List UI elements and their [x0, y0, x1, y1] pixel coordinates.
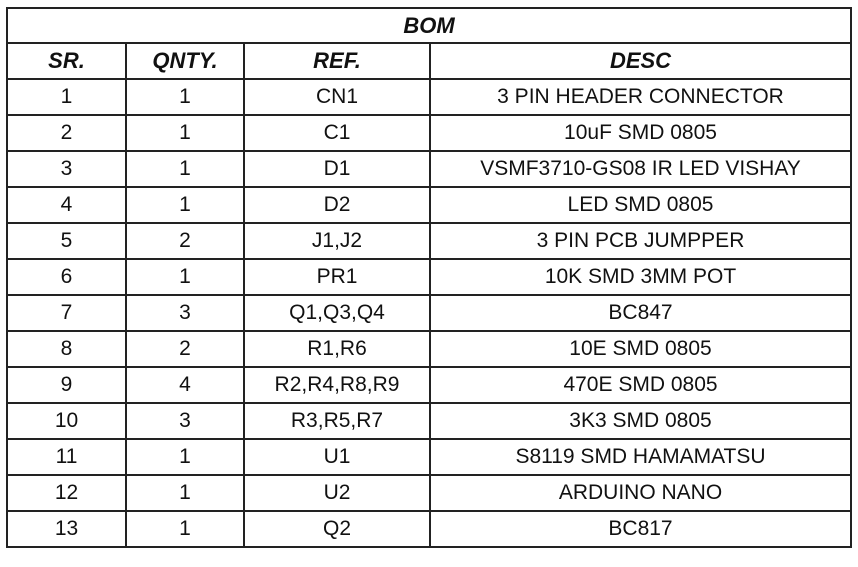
cell-sr: 7: [7, 295, 126, 331]
cell-ref: Q1,Q3,Q4: [244, 295, 430, 331]
cell-ref: R2,R4,R8,R9: [244, 367, 430, 403]
header-desc: DESC: [430, 43, 851, 79]
cell-qnty: 1: [126, 511, 244, 547]
table-row: [7, 259, 851, 295]
cell-desc: 10E SMD 0805: [430, 331, 851, 367]
cell-ref: D2: [244, 187, 430, 223]
table-row: [7, 79, 851, 115]
table-row: [7, 367, 851, 403]
cell-desc: VSMF3710-GS08 IR LED VISHAY: [430, 151, 851, 187]
table-row: [7, 187, 851, 223]
cell-ref: R3,R5,R7: [244, 403, 430, 439]
cell-sr: 8: [7, 331, 126, 367]
cell-desc: 10K SMD 3MM POT: [430, 259, 851, 295]
cell-qnty: 1: [126, 475, 244, 511]
header-sr: SR.: [7, 43, 126, 79]
table-row: [7, 439, 851, 475]
header-ref: REF.: [244, 43, 430, 79]
cell-ref: U2: [244, 475, 430, 511]
cell-ref: PR1: [244, 259, 430, 295]
cell-ref: C1: [244, 115, 430, 151]
cell-sr: 3: [7, 151, 126, 187]
cell-desc: 10uF SMD 0805: [430, 115, 851, 151]
table-row: [7, 403, 851, 439]
cell-desc: S8119 SMD HAMAMATSU: [430, 439, 851, 475]
cell-ref: U1: [244, 439, 430, 475]
cell-ref: J1,J2: [244, 223, 430, 259]
cell-desc: 3 PIN HEADER CONNECTOR: [430, 79, 851, 115]
table-row: [7, 511, 851, 547]
cell-desc: BC847: [430, 295, 851, 331]
cell-desc: LED SMD 0805: [430, 187, 851, 223]
bom-table: [6, 7, 852, 548]
cell-sr: 4: [7, 187, 126, 223]
cell-sr: 10: [7, 403, 126, 439]
cell-ref: Q2: [244, 511, 430, 547]
cell-desc: ARDUINO NANO: [430, 475, 851, 511]
cell-ref: R1,R6: [244, 331, 430, 367]
cell-qnty: 1: [126, 187, 244, 223]
table-row: [7, 151, 851, 187]
cell-qnty: 1: [126, 151, 244, 187]
table-row: [7, 115, 851, 151]
cell-desc: 470E SMD 0805: [430, 367, 851, 403]
cell-sr: 13: [7, 511, 126, 547]
cell-qnty: 1: [126, 79, 244, 115]
cell-desc: 3K3 SMD 0805: [430, 403, 851, 439]
table-row: [7, 475, 851, 511]
cell-ref: CN1: [244, 79, 430, 115]
cell-desc: 3 PIN PCB JUMPPER: [430, 223, 851, 259]
cell-ref: D1: [244, 151, 430, 187]
cell-qnty: 3: [126, 403, 244, 439]
header-row: [7, 43, 851, 79]
cell-qnty: 1: [126, 259, 244, 295]
cell-sr: 2: [7, 115, 126, 151]
cell-sr: 12: [7, 475, 126, 511]
cell-qnty: 1: [126, 439, 244, 475]
table-body: [7, 79, 851, 547]
cell-sr: 5: [7, 223, 126, 259]
cell-sr: 6: [7, 259, 126, 295]
header-qnty: QNTY.: [126, 43, 244, 79]
table-row: [7, 223, 851, 259]
table-row: [7, 331, 851, 367]
cell-desc: BC817: [430, 511, 851, 547]
table-row: [7, 295, 851, 331]
title-row: [7, 8, 851, 43]
cell-sr: 11: [7, 439, 126, 475]
cell-sr: 1: [7, 79, 126, 115]
cell-qnty: 4: [126, 367, 244, 403]
table-title: BOM: [7, 8, 851, 43]
cell-qnty: 1: [126, 115, 244, 151]
cell-qnty: 2: [126, 331, 244, 367]
cell-sr: 9: [7, 367, 126, 403]
cell-qnty: 2: [126, 223, 244, 259]
cell-qnty: 3: [126, 295, 244, 331]
